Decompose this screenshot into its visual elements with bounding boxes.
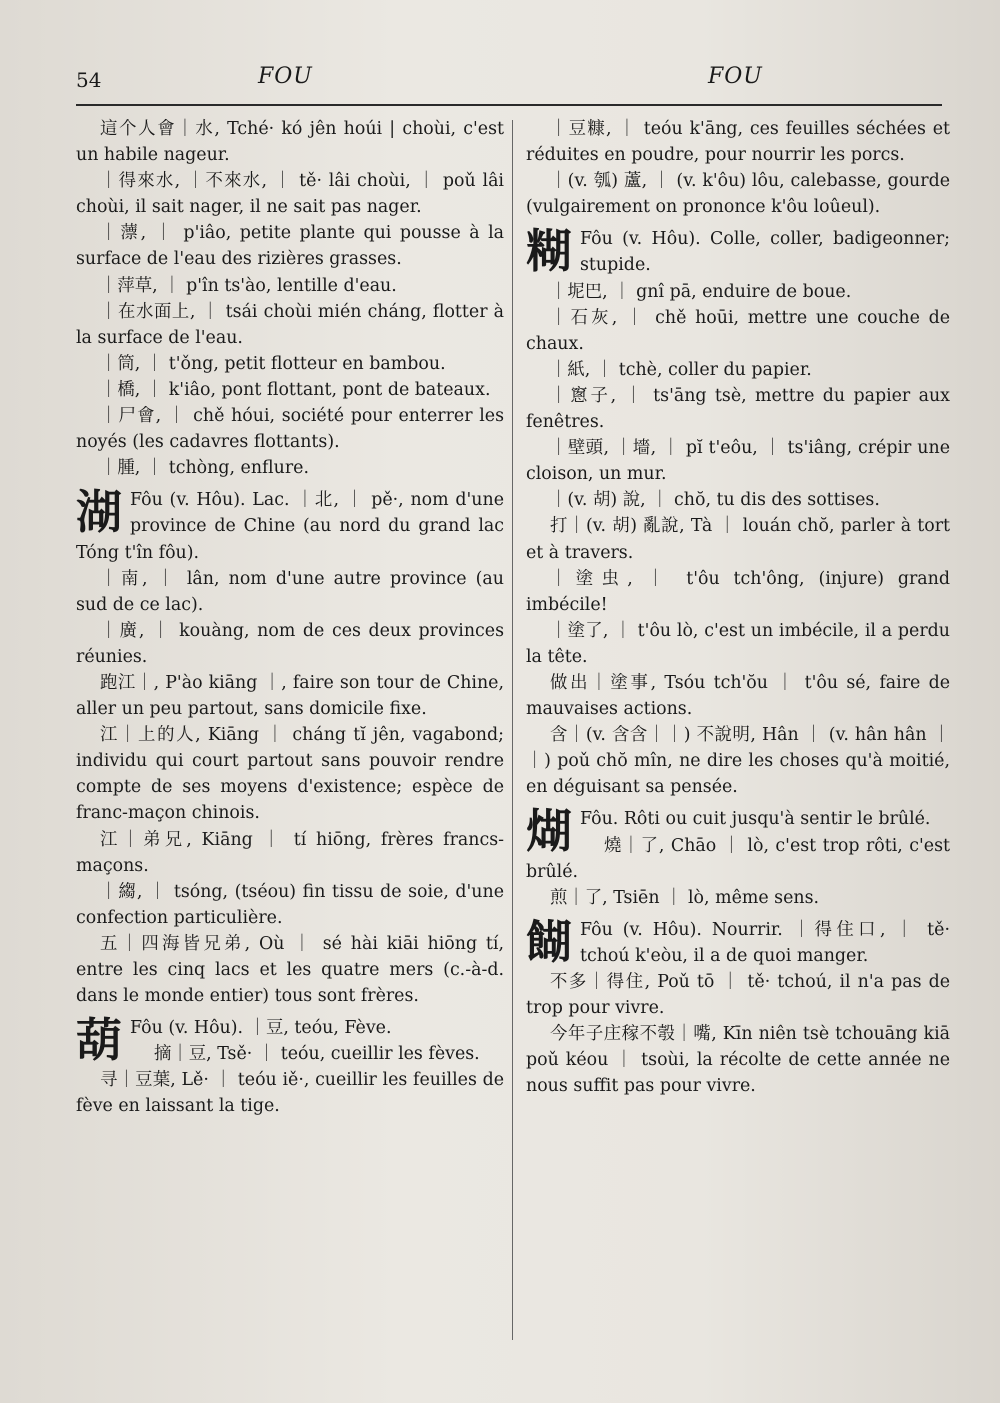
entry-text: 江｜上的人, Kiāng ｜ cháng tĭ jên, vagabond; individu qui court partout sans pouvoir rendre compte de ses moyens d'existence; espèce de franc-maçon chinois. (76, 725, 504, 824)
entry-text: ｜在水面上, ｜ tsái choùi mién cháng, flotter à la surface de l'eau. (76, 301, 504, 348)
sub-entry (526, 670, 950, 722)
sub-entry (526, 383, 950, 435)
entry-text: ｜塗了, ｜ t'ôu lò, c'est un imbécile, il a perdu la tête. (526, 620, 950, 667)
entry-text: ｜(v. 瓠) 蘆, ｜ (v. k'ôu) lôu, calebasse, gourde (vulgairement on prononce k'ôu loûeul). (526, 171, 950, 218)
head-entry (526, 914, 950, 969)
sub-entry (526, 513, 950, 565)
sub-entry (526, 305, 950, 357)
entry-text: Fôu (v. Hôu). ｜豆, teóu, Fève. (130, 1018, 392, 1039)
running-head (0, 62, 1000, 98)
sub-entry (526, 566, 950, 618)
sub-entry (76, 299, 504, 351)
entry-text: 寻｜豆葉, Lě· ｜ teóu iě·, cueillir les feuilles de fève en laissant la tige. (76, 1070, 504, 1117)
header-rule (76, 104, 942, 106)
sub-entry (526, 116, 950, 168)
entry-text: ｜豆糠, ｜ teóu k'āng, ces feuilles séchées et réduites en poudre, pour nourrir les porcs. (526, 119, 950, 166)
entry-text: 摘｜豆, Tsě· ｜ teóu, cueillir les fèves. (154, 1044, 480, 1065)
entry-text: ｜橋, ｜ k'iâo, pont flottant, pont de bateaux. (100, 379, 491, 400)
sub-entry (76, 403, 504, 455)
head-character: 葫 (76, 1013, 122, 1068)
page-number: 54 (76, 68, 102, 92)
entry-text: 五｜四海皆兄弟, Où ｜ sé hài kiāi hiōng tí, entre les cinq lacs et les quatre mers (c.-à-d. dans le monde entier) tous sont frères. (76, 933, 504, 1007)
head-character: 湖 (76, 485, 122, 540)
head-character: 餬 (526, 914, 572, 969)
sub-entry (526, 487, 950, 513)
left-running-title: FOU (258, 64, 313, 89)
sub-entry (76, 931, 504, 1009)
sub-entry (526, 279, 950, 305)
sub-entry (526, 618, 950, 670)
entry-text: ｜窻子, ｜ ts'āng tsè, mettre du papier aux fenêtres. (526, 385, 950, 433)
column-divider (512, 120, 513, 1340)
entry-text: ｜石灰, ｜ chě hoūi, mettre une couche de chaux. (526, 307, 950, 354)
entry-text: Fôu. Rôti ou cuit jusqu'à sentir le brûlé. (580, 809, 931, 830)
sub-entry (526, 357, 950, 383)
sub-entry (76, 566, 504, 618)
sub-entry (76, 722, 504, 826)
sub-entry (76, 116, 504, 168)
head-entry (76, 487, 504, 565)
head-entry (526, 226, 950, 278)
entry-text: ｜尸會, ｜ chě hóui, société pour enterrer les noyés (les cadavres flottants). (76, 406, 504, 453)
entry-text: ｜廣, ｜ kouàng, nom de ces deux provinces réunies. (76, 620, 504, 667)
sub-entry (526, 969, 950, 1021)
sub-entry (76, 1041, 504, 1067)
head-character: 煳 (526, 804, 572, 859)
entry-text: ｜紙, ｜ tchè, coller du papier. (550, 359, 812, 380)
entry-text: ｜腫, ｜ tchòng, enflure. (100, 458, 309, 479)
entry-text: 含｜(v. 含含｜｜) 不說明, Hân ｜ (v. hân hân ｜ ｜) poǔ chŏ mîn, ne dire les choses qu'à moitié, en déguisant sa pensée. (526, 725, 950, 798)
entry-text: ｜壁頭, ｜墻, ｜ pĭ t'eôu, ｜ ts'iâng, crépir une cloison, un mur. (526, 438, 950, 485)
sub-entry (76, 879, 504, 931)
sub-entry (526, 435, 950, 487)
sub-entry (76, 827, 504, 879)
sub-entry (526, 168, 950, 220)
entry-text: 今年子庄稼不彀｜嘴, Kīn niên tsè tchouāng kiā poǔ kéou ｜ tsoùi, la récolte de cette année ne nous suffit pas pour vivre. (526, 1024, 950, 1097)
entry-text: Fôu (v. Hôu). Nourrir. ｜得住口, ｜ tě· tchoú k'eòu, il a de quoi manger. (580, 919, 950, 966)
entry-text: 跑江｜, P'ào kiāng ｜, faire son tour de Chine, aller un peu partout, sans domicile fixe. (76, 672, 504, 720)
sub-entry (76, 377, 504, 403)
entry-text: ｜筒, ｜ t'ǒng, petit flotteur en bambou. (100, 353, 446, 374)
entry-text: ｜坭巴, ｜ gnî pā, enduire de boue. (550, 281, 852, 302)
sub-entry (76, 220, 504, 272)
sub-entry (76, 1067, 504, 1119)
entry-text: ｜得來水, ｜不來水, ｜ tě· lâi choùi, ｜ poǔ lâi choùi, il sait nager, il ne sait pas nager. (76, 171, 504, 218)
entry-text: ｜(v. 胡) 說, ｜ chŏ, tu dis des sottises. (550, 490, 880, 511)
entry-text: 煎｜了, Tsiēn ｜ lò, même sens. (550, 887, 820, 908)
right-running-title: FOU (708, 64, 763, 89)
entry-text: ｜塗虫, ｜ t'ôu tch'ông, (injure) grand imbécile! (526, 568, 950, 615)
sub-entry (76, 455, 504, 481)
entry-text: Fôu (v. Hôu). Colle, coller, badigeonner; stupide. (580, 229, 950, 276)
entry-text: 江｜弟兄, Kiāng ｜ tí hiōng, frères francs-maçons. (76, 829, 504, 876)
sub-entry (526, 833, 950, 885)
sub-entry (76, 168, 504, 220)
sub-entry (76, 351, 504, 377)
entry-text: ｜萍草, ｜ p'în ts'ào, lentille d'eau. (100, 275, 397, 296)
sub-entry (526, 722, 950, 800)
entry-text: ｜南, ｜ lân, nom d'une autre province (au sud de ce lac). (76, 568, 504, 615)
sub-entry (76, 618, 504, 670)
right-column (526, 116, 950, 1099)
head-character: 糊 (526, 224, 572, 279)
entry-text: Fôu (v. Hôu). Lac. ｜北, ｜ pě·, nom d'une province de Chine (au nord du grand lac Tóng t'în fôu). (76, 490, 504, 563)
entry-text: 燒｜了, Chāo ｜ lò, c'est trop rôti, c'est brûlé. (526, 835, 950, 882)
entry-text: ｜薸, ｜ p'iâo, petite plante qui pousse à la surface de l'eau des rizières grasses. (76, 223, 504, 270)
entry-text: 做出｜塗事, Tsóu tch'ŏu ｜ t'ôu sé, faire de mauvaises actions. (526, 672, 950, 720)
entry-text: 打｜(v. 胡) 亂說, Tà ｜ louán chŏ, parler à tort et à travers. (526, 516, 950, 563)
sub-entry (76, 670, 504, 722)
entry-text: ｜縐, ｜ tsóng, (tséou) fin tissu de soie, d'une confection particulière. (76, 881, 504, 928)
left-column (76, 116, 504, 1120)
sub-entry (526, 885, 950, 911)
sub-entry (526, 1021, 950, 1099)
entry-text: 不多｜得住, Poǔ tō ｜ tě· tchoú, il n'a pas de trop pour vivre. (526, 972, 950, 1019)
entry-text: 這个人會｜水, Tché· kó jên hoúi | choùi, c'est un habile nageur. (76, 119, 504, 166)
sub-entry (76, 273, 504, 299)
